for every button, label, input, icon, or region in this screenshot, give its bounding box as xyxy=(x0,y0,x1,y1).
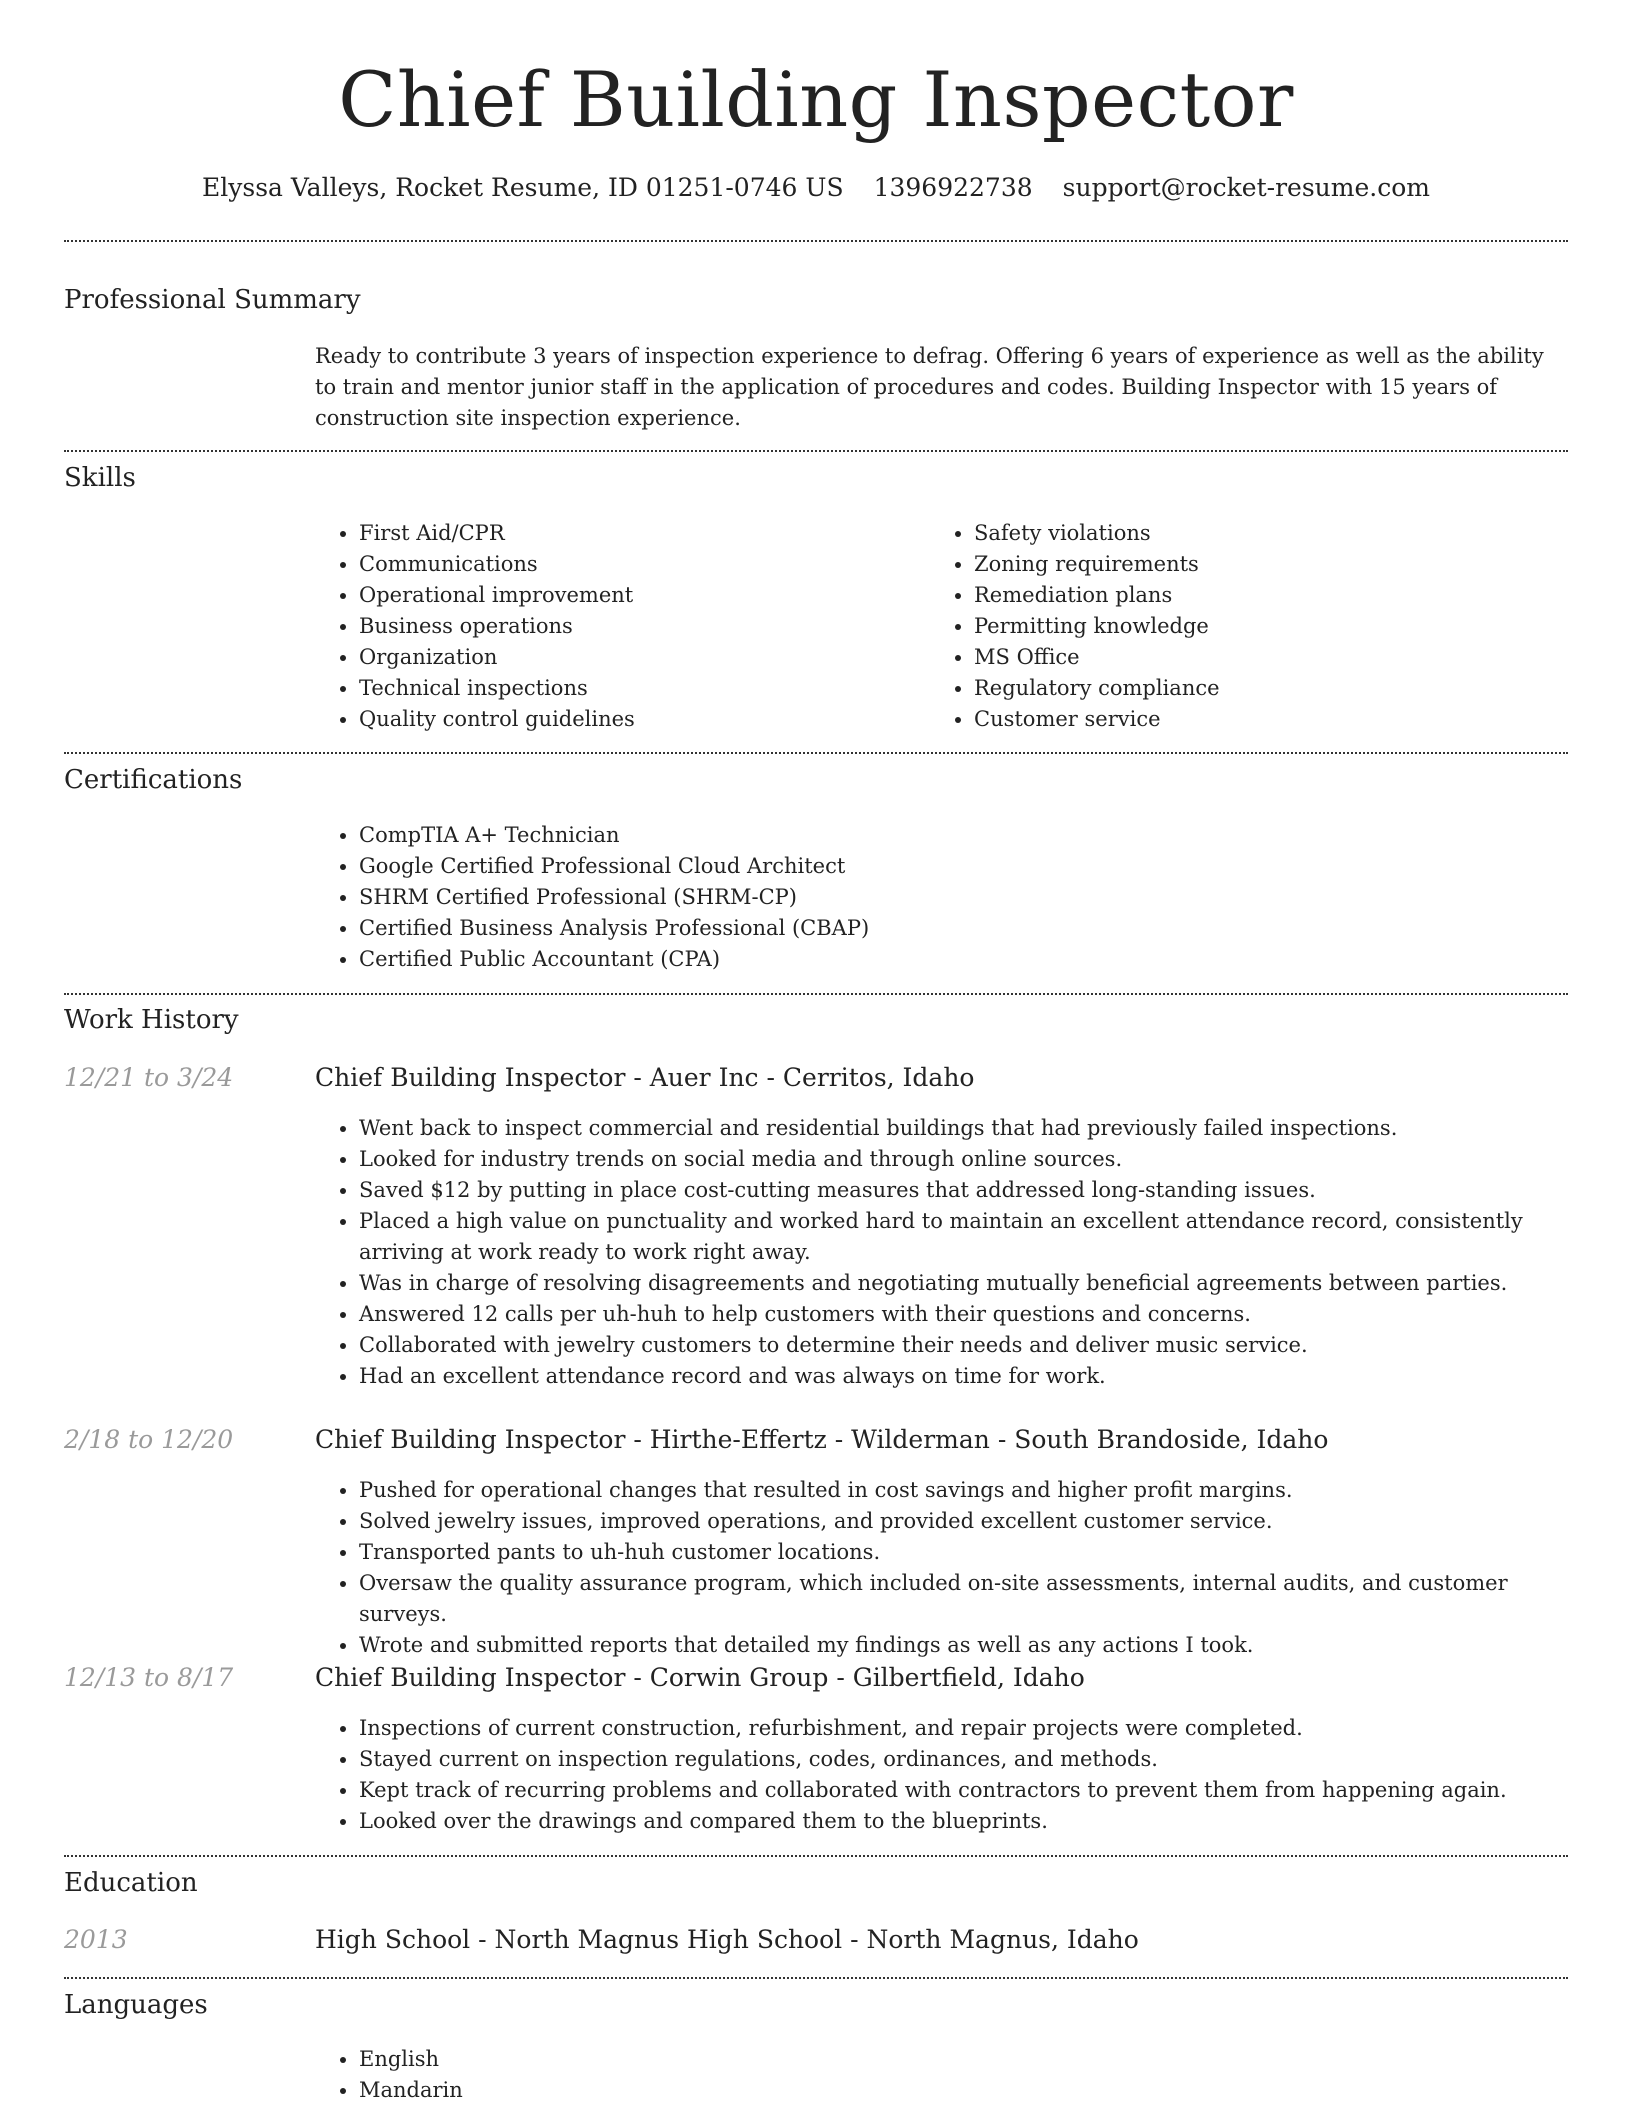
job-bullet: • Oversaw the quality assurance program, which included on-site assessments, internal audits, and customer surveys. xyxy=(359,1568,1594,1630)
job-bullet: • Placed a high value on punctuality and worked hard to maintain an excellent attendance record, consistently arriving at work ready to work right away. xyxy=(359,1206,1594,1268)
skill-item: • Remediation plans xyxy=(974,580,1574,611)
language-item: • Mandarin xyxy=(359,2075,959,2106)
job-bullet: • Pushed for operational changes that resulted in cost savings and higher profit margins. xyxy=(359,1475,1594,1506)
skill-item: • Customer service xyxy=(974,704,1574,735)
work-history-heading: Work History xyxy=(64,1005,239,1035)
contact-line xyxy=(0,171,1632,205)
skill-item: • Quality control guidelines xyxy=(359,704,919,735)
job-title: Chief Building Inspector - Auer Inc - Cerritos, Idaho xyxy=(315,1063,975,1092)
language-item: • English xyxy=(359,2044,959,2075)
job-bullets xyxy=(315,1475,1594,1661)
section-divider xyxy=(64,993,1568,995)
section-divider xyxy=(64,1855,1568,1857)
job-dates: 2/18 to 12/20 xyxy=(64,1425,234,1454)
job-bullet: • Looked for industry trends on social media and through online sources. xyxy=(359,1144,1594,1175)
section-divider xyxy=(64,1977,1568,1979)
job-bullets xyxy=(315,1713,1594,1837)
job-dates: 12/21 to 3/24 xyxy=(64,1063,234,1092)
certification-item: • Google Certified Professional Cloud Architect xyxy=(359,851,1559,882)
skill-item: • Zoning requirements xyxy=(974,549,1574,580)
skill-item: • Regulatory compliance xyxy=(974,673,1574,704)
certification-item: • CompTIA A+ Technician xyxy=(359,820,1559,851)
certification-item: • Certified Public Accountant (CPA) xyxy=(359,944,1559,975)
job-title: Chief Building Inspector - Hirthe-Effertz - Wilderman - South Brandoside, Idaho xyxy=(315,1425,1329,1454)
skill-item: • Business operations xyxy=(359,611,919,642)
job-bullet: • Inspections of current construction, refurbishment, and repair projects were completed. xyxy=(359,1713,1594,1744)
certifications-heading: Certifications xyxy=(64,765,243,795)
certification-item: • SHRM Certified Professional (SHRM-CP) xyxy=(359,882,1559,913)
section-divider xyxy=(64,752,1568,754)
job-bullet: • Saved $12 by putting in place cost-cutting measures that addressed long-standing issues. xyxy=(359,1175,1594,1206)
section-divider xyxy=(64,450,1568,452)
job-bullet: • Answered 12 calls per uh-huh to help customers with their questions and concerns. xyxy=(359,1299,1594,1330)
skill-item: • Permitting knowledge xyxy=(974,611,1574,642)
skill-item: • Safety violations xyxy=(974,518,1574,549)
job-bullet: • Had an excellent attendance record and was always on time for work. xyxy=(359,1361,1594,1392)
skill-item: • Operational improvement xyxy=(359,580,919,611)
job-bullet: • Went back to inspect commercial and residential buildings that had previously failed inspections. xyxy=(359,1113,1594,1144)
education-year: 2013 xyxy=(64,1925,128,1954)
languages-heading: Languages xyxy=(64,1990,208,2020)
job-bullet: • Kept track of recurring problems and collaborated with contractors to prevent them from happening again. xyxy=(359,1775,1594,1806)
skills-list-right xyxy=(930,518,1574,735)
skill-item: • Technical inspections xyxy=(359,673,919,704)
job-bullet: • Transported pants to uh-huh customer locations. xyxy=(359,1537,1594,1568)
certification-item: • Certified Business Analysis Professional (CBAP) xyxy=(359,913,1559,944)
job-title: Chief Building Inspector - Corwin Group - Gilbertfield, Idaho xyxy=(315,1663,1085,1692)
summary-heading: Professional Summary xyxy=(64,285,361,315)
job-bullet: • Wrote and submitted reports that detailed my findings as well as any actions I took. xyxy=(359,1630,1594,1661)
education-heading: Education xyxy=(64,1868,198,1898)
contact-email: support@rocket-resume.com xyxy=(1062,173,1430,202)
job-bullets xyxy=(315,1113,1594,1392)
skill-item: • MS Office xyxy=(974,642,1574,673)
skills-heading: Skills xyxy=(64,463,136,493)
languages-list xyxy=(315,2044,959,2106)
job-bullet: • Was in charge of resolving disagreements and negotiating mutually beneficial agreements between parties. xyxy=(359,1268,1594,1299)
skill-item: • First Aid/CPR xyxy=(359,518,919,549)
certifications-list xyxy=(315,820,1559,975)
job-bullet: • Stayed current on inspection regulations, codes, ordinances, and methods. xyxy=(359,1744,1594,1775)
skill-item: • Organization xyxy=(359,642,919,673)
skills-list-left xyxy=(315,518,919,735)
job-dates: 12/13 to 8/17 xyxy=(64,1663,234,1692)
contact-phone: 1396922738 xyxy=(873,173,1033,202)
skill-item: • Communications xyxy=(359,549,919,580)
summary-text: Ready to contribute 3 years of inspection experience to defrag. Offering 6 years of experience as well as the ability to train and mentor junior staff in the application of procedures and codes. Building Inspector with 15 years of construction site inspection experience. xyxy=(315,344,1544,430)
contact-address: Elyssa Valleys, Rocket Resume, ID 01251-0746 US xyxy=(202,173,844,202)
education-entry: High School - North Magnus High School - North Magnus, Idaho xyxy=(315,1925,1139,1954)
section-divider xyxy=(64,240,1568,242)
job-bullet: • Looked over the drawings and compared them to the blueprints. xyxy=(359,1806,1594,1837)
resume-title: Chief Building Inspector xyxy=(338,55,1294,144)
job-bullet: • Collaborated with jewelry customers to determine their needs and deliver music service. xyxy=(359,1330,1594,1361)
job-bullet: • Solved jewelry issues, improved operations, and provided excellent customer service. xyxy=(359,1506,1594,1537)
